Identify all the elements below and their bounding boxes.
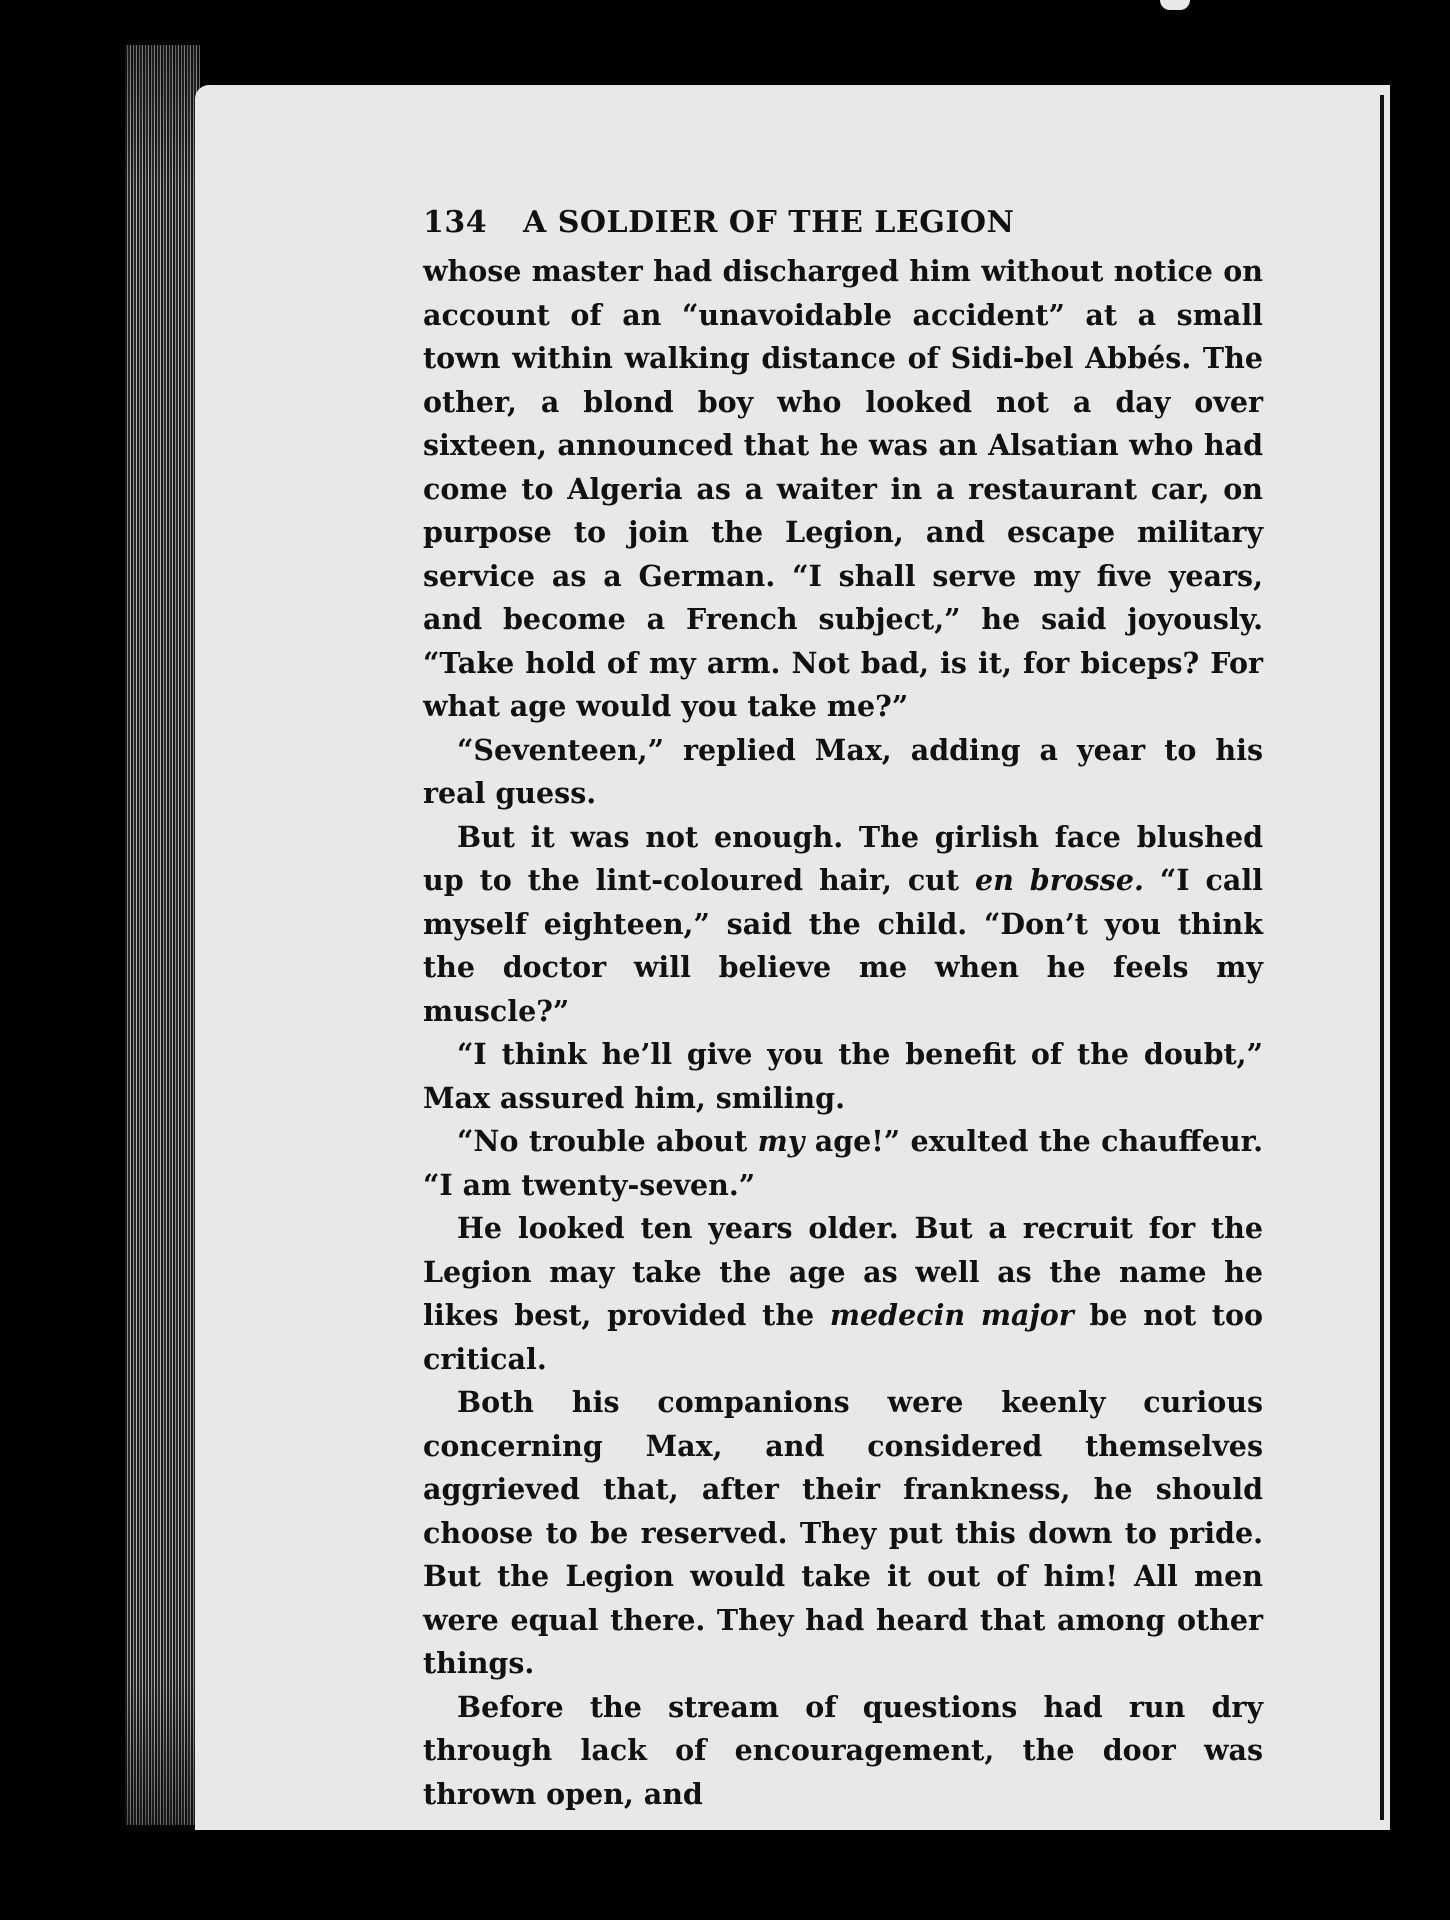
paragraph [423, 1686, 1263, 1817]
paragraph [423, 1381, 1263, 1686]
facing-page-edge [1393, 60, 1450, 1860]
paragraph [423, 816, 1263, 1034]
text-run: age!” exulted the chauffeur. “I am twenty-seven.” [423, 1124, 1263, 1202]
paragraph [423, 1120, 1263, 1207]
text-run: “I call myself eighteen,” said the child. “Don’t you think the doctor will believe me when he feels my muscle?” [423, 863, 1263, 1028]
paragraph [423, 1033, 1263, 1120]
text-run: “I think he’ll give you the benefit of the doubt,” Max assured him, smiling. [423, 1037, 1263, 1115]
paragraph [423, 729, 1263, 816]
paragraph [423, 250, 1263, 729]
page-gutter-line [1380, 95, 1384, 1820]
scan-artifact [1160, 0, 1190, 10]
italic-text: en brosse. [975, 863, 1144, 897]
text-block [423, 205, 1263, 1816]
paragraph [423, 1207, 1263, 1381]
running-title: A SOLDIER OF THE LEGION [523, 205, 1015, 240]
text-run: Before the stream of questions had run dry through lack of encouragement, the door was thrown open, and [423, 1689, 1263, 1811]
italic-text: medecin major [829, 1298, 1074, 1332]
text-run: “No trouble about [457, 1124, 758, 1158]
italic-text: my [757, 1124, 805, 1158]
running-head [423, 205, 1263, 240]
page-number: 134 [423, 205, 488, 240]
page-edges [125, 45, 200, 1825]
text-run: Both his companions were keenly curious concerning Max, and considered themselves aggrieved that, after their frankness, he should choose to be reserved. They put this down to pride. But the Legion would take it out of him! All men were equal there. They had heard that among other things. [423, 1385, 1263, 1680]
body-text [423, 250, 1263, 1816]
text-run: He looked ten years older. But a recruit for the Legion may take the age as well as the name he likes best, provided the [423, 1211, 1263, 1332]
text-run: But it was not enough. The girlish face blushed up to the lint-coloured hair, cut [423, 819, 1263, 897]
text-run: “Seventeen,” replied Max, adding a year to his real guess. [423, 732, 1263, 810]
text-run: be not too critical. [423, 1298, 1263, 1376]
text-run: whose master had discharged him without notice on account of an “unavoidable accident” at a small town within walking distance of Sidi-bel Abbés. The other, a blond boy who looked not a day over sixteen, announced that he was an Alsatian who had come to Algeria as a waiter in a restaurant car, on purpose to join the Legion, and escape military service as a German. “I shall serve my five years, and become a French subject,” he said joyously. “Take hold of my arm. Not bad, is it, for biceps? For what age would you take me?” [423, 254, 1263, 723]
